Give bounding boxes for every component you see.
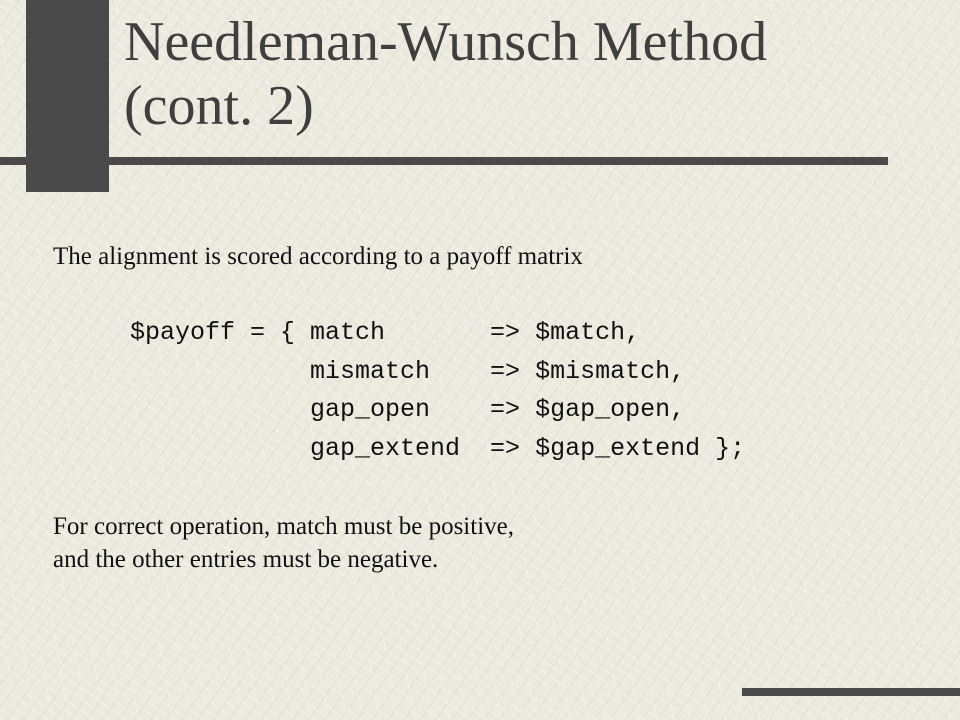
intro-text: The alignment is scored according to a payoff matrix bbox=[53, 243, 583, 270]
title-underline-rule bbox=[0, 157, 888, 165]
code-line: mismatch => $mismatch, bbox=[130, 356, 686, 386]
note-line: For correct operation, match must be positive, bbox=[53, 513, 514, 540]
intro-paragraph bbox=[53, 240, 583, 273]
code-line: gap_open => $gap_open, bbox=[130, 395, 686, 424]
code-line: $payoff = { match => $match, bbox=[130, 318, 641, 347]
bottom-corner-rule bbox=[742, 688, 960, 696]
slide-title bbox=[124, 10, 924, 138]
payoff-code-block bbox=[130, 314, 745, 468]
slide-title-line: (cont. 2) bbox=[124, 75, 314, 137]
note-line: and the other entries must be negative. bbox=[53, 546, 439, 573]
slide-title-line: Needleman-Wunsch Method bbox=[124, 11, 768, 73]
note-paragraph bbox=[53, 510, 514, 576]
code-line: gap_extend => $gap_extend }; bbox=[130, 433, 746, 463]
